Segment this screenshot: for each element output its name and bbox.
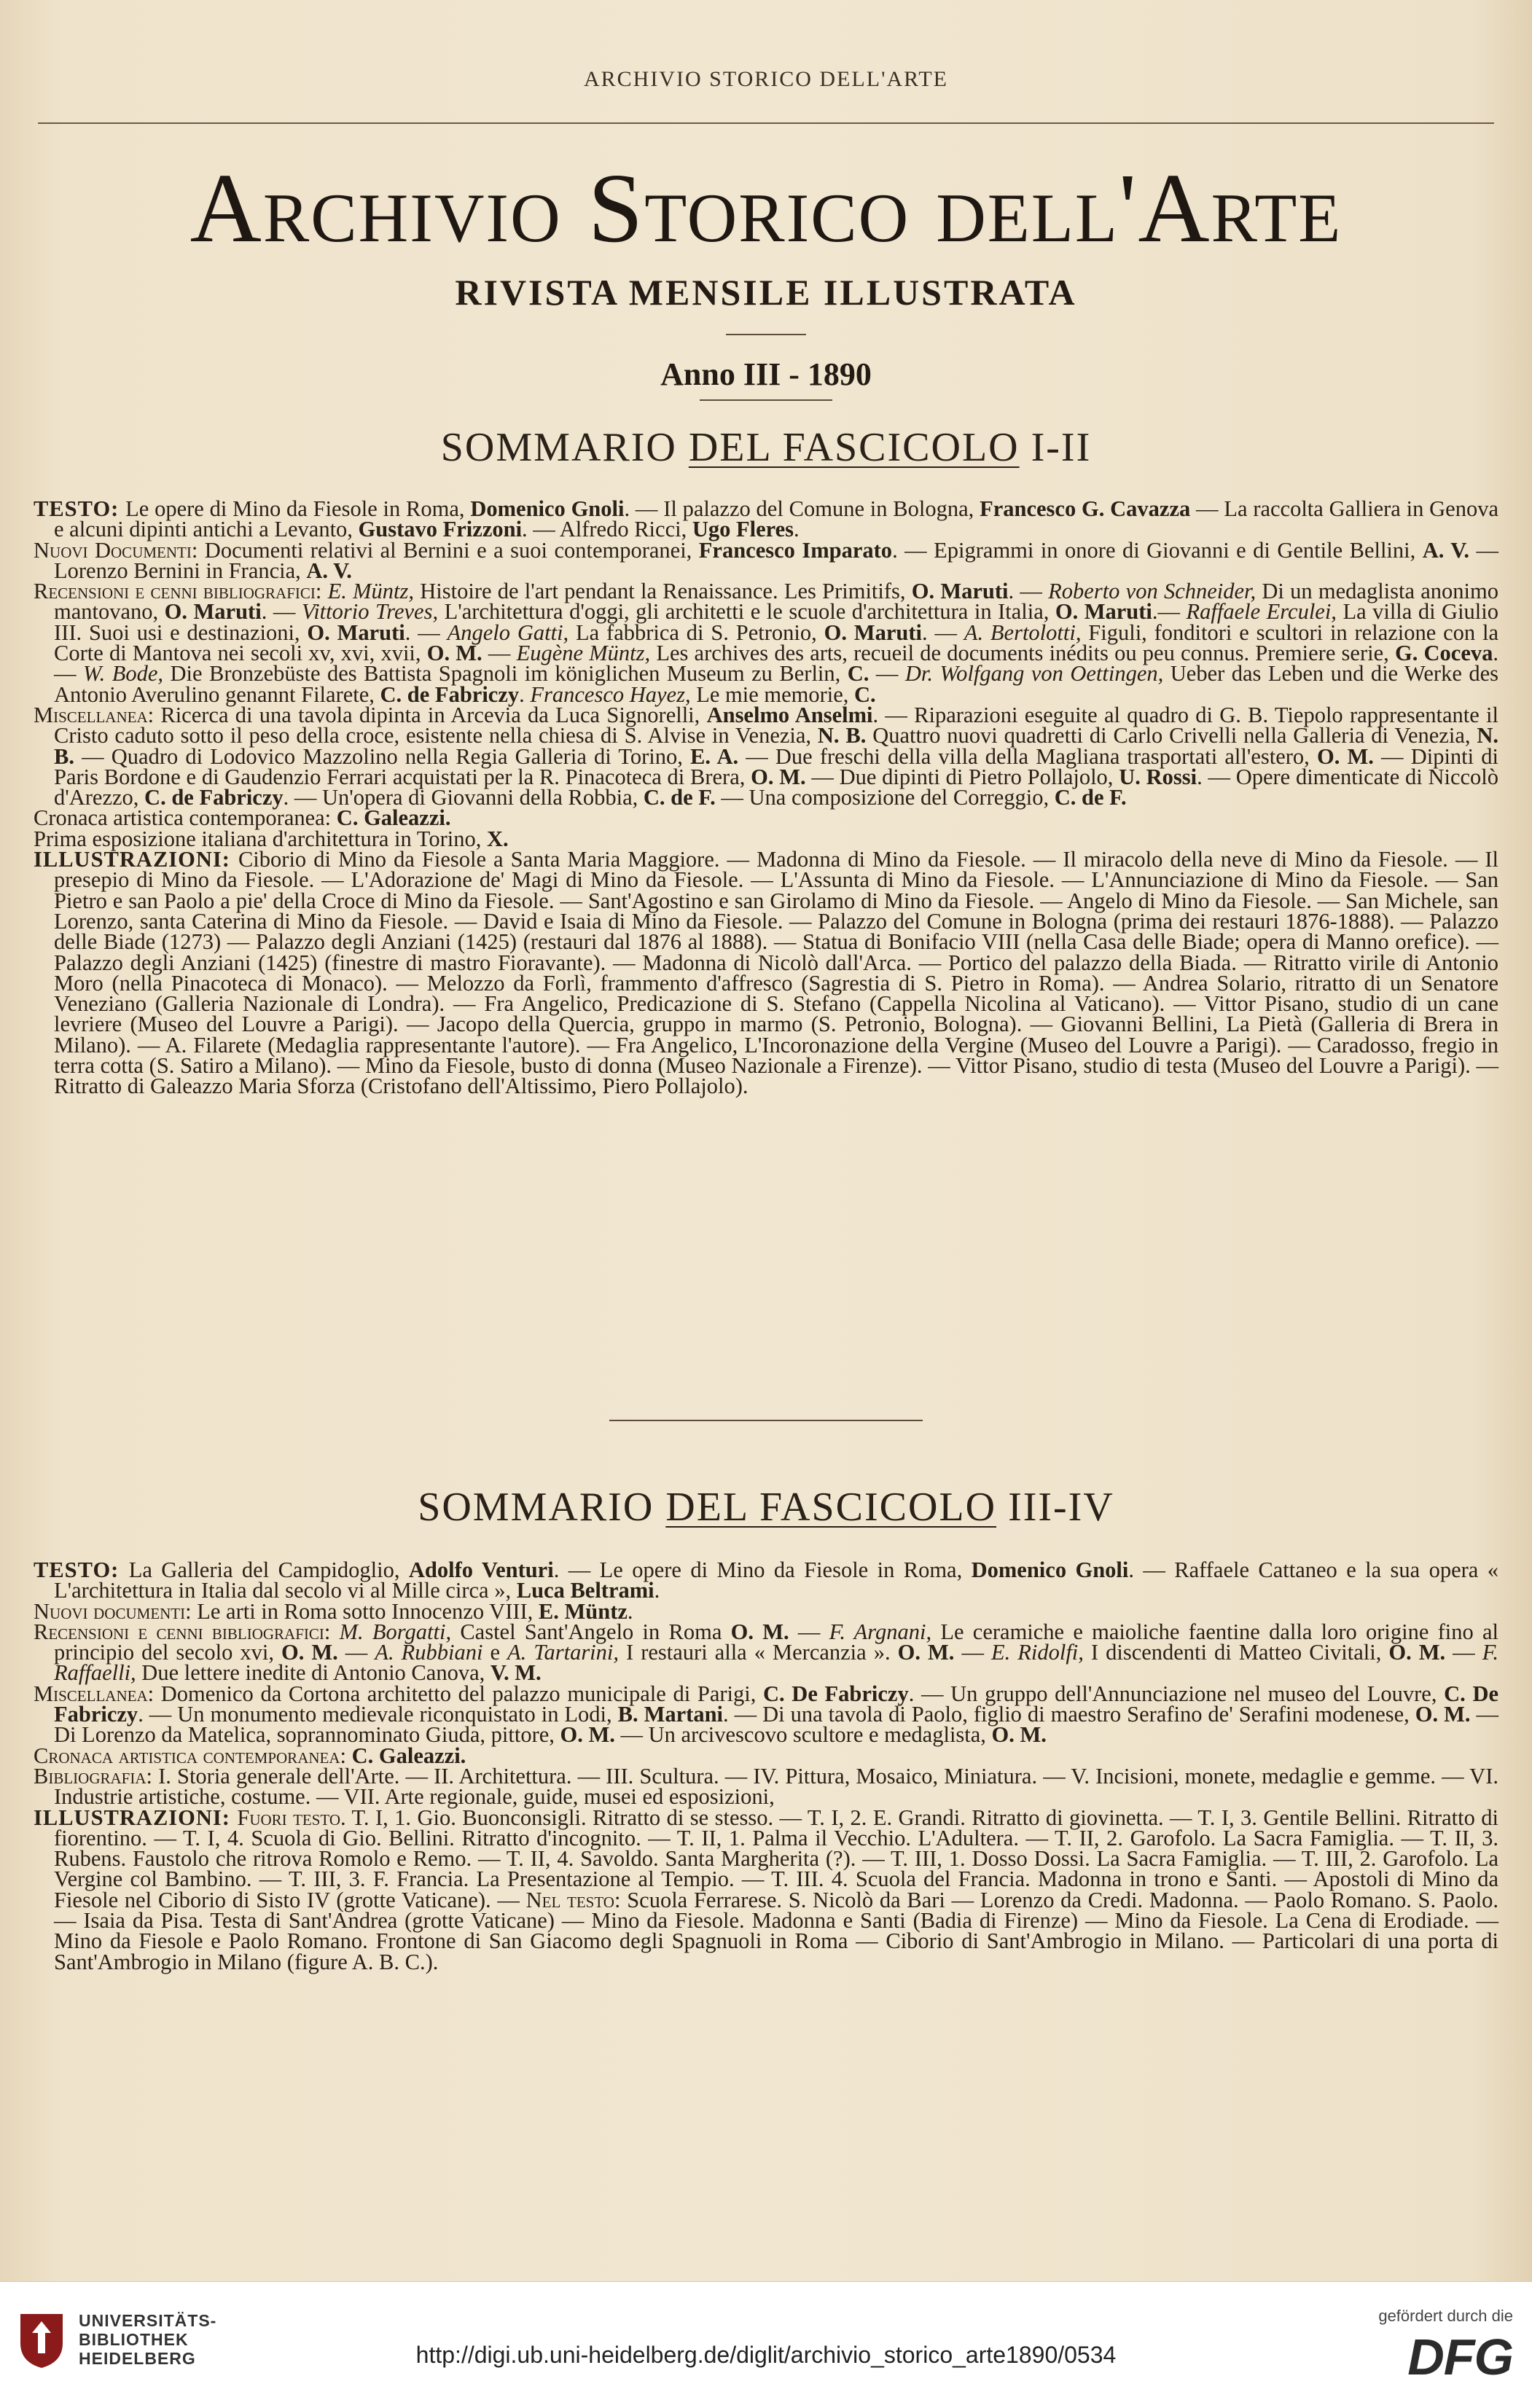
source-url[interactable]: http://digi.ub.uni-heidelberg.de/diglit/archivio_storico_arte1890/0534 xyxy=(415,2342,1117,2368)
author-name: O. Maruti xyxy=(307,619,405,645)
author-name: O. M. xyxy=(1316,743,1374,769)
entry-text: Di un medaglista anonimo mantovano, xyxy=(54,579,1498,625)
entry-text: : Domenico da Cortona architetto del palazzo municipale di Parigi, xyxy=(147,1681,763,1706)
cited-author: E. Müntz, xyxy=(327,579,415,604)
author-name: Francesco Imparato xyxy=(698,537,893,563)
entry-text: . — Opere dimenticate di Niccolò d'Arezzo, xyxy=(54,764,1498,810)
summary-paragraph xyxy=(34,805,1498,831)
entry-text: Prima esposizione italiana d'architettura in Torino, xyxy=(34,826,487,851)
author-name: O. Maruti xyxy=(824,619,922,645)
entry-text: Histoire de l'art pendant la Renaissance. Les Primitifs, xyxy=(414,579,912,604)
year-line: Anno III - 1890 xyxy=(660,356,872,392)
summary-paragraph xyxy=(34,1807,1498,1972)
cited-author: Raffaele Erculei, xyxy=(1186,599,1337,625)
title-prefix: SOMMARIO xyxy=(440,425,689,470)
cited-author: Roberto von Schneider, xyxy=(1048,579,1257,604)
author-name: O. Maruti xyxy=(911,579,1009,604)
author-name: C. de Fabriczy xyxy=(380,681,520,707)
entry-text: : xyxy=(324,1619,340,1644)
cited-author: A. Tartarini, xyxy=(507,1640,620,1665)
entry-text: La Galleria del Campidoglio, xyxy=(128,1557,409,1582)
summary-text-1 xyxy=(34,496,1499,1099)
author-name: Adolfo Venturi xyxy=(408,1557,554,1582)
author-name: Gustavo Frizzoni xyxy=(358,517,523,542)
entry-text: — Un arcivescovo scultore e medaglista, xyxy=(614,1722,992,1748)
entry-text: : xyxy=(315,579,328,604)
entry-text: . — Raffaele Cattaneo e la sua opera « L'architettura in Italia dal secolo vi al Mille circa », xyxy=(54,1557,1498,1603)
entry-text: — xyxy=(789,1619,829,1644)
author-name: U. Rossi xyxy=(1119,764,1197,789)
entry-text: — xyxy=(954,1640,991,1665)
entry-text: Castel Sant'Angelo in Roma xyxy=(451,1619,731,1644)
rubric-label: TESTO: xyxy=(34,1557,129,1582)
title-suffix: III-IV xyxy=(996,1485,1114,1530)
summary-paragraph xyxy=(34,1598,1498,1624)
entry-text: — La raccolta Galliera in Genova e alcuni dipinti antichi a Levanto, xyxy=(54,496,1499,542)
cited-author: Vittorio Treves, xyxy=(301,599,439,625)
entry-text: e xyxy=(482,1640,508,1665)
summary-paragraph xyxy=(34,1619,1499,1686)
title-underlined: DEL FASCICOLO xyxy=(688,425,1020,470)
rubric-label: ILLUSTRAZIONI: xyxy=(34,847,238,872)
dfg-logo: DFG xyxy=(1407,2329,1513,2385)
entry-text: Due lettere inedite di Antonio Canova, xyxy=(136,1660,491,1686)
summary-paragraph xyxy=(34,496,1499,542)
entry-text: . — xyxy=(54,641,1498,687)
cited-author: F. Raffaelli, xyxy=(54,1640,1499,1686)
author-name: O. M. xyxy=(426,641,482,666)
author-name: Domenico Gnoli xyxy=(971,1557,1129,1582)
cited-author: A. Rubbiani xyxy=(375,1640,483,1665)
summary-paragraph xyxy=(34,1763,1498,1810)
author-name: C. De Fabriczy xyxy=(54,1681,1499,1727)
cited-author: Francesco Hayez, xyxy=(530,681,691,707)
summary-paragraph xyxy=(34,849,1498,1097)
entry-text: . — xyxy=(1008,579,1049,604)
rubric-label: Nuovi Documenti xyxy=(34,537,192,563)
entry-text: . xyxy=(654,1578,660,1603)
author-name: G. Coceva xyxy=(1394,641,1493,666)
title-underlined: DEL FASCICOLO xyxy=(665,1485,997,1530)
author-name: X. xyxy=(486,826,509,851)
entry-text: Quattro nuovi quadretti di Carlo Crivelli nella Galleria di Venezia, xyxy=(866,723,1477,748)
entry-text: . — Un'opera di Giovanni della Robbia, xyxy=(283,785,644,810)
author-name: A. V. xyxy=(306,558,352,583)
author-name: A. V. xyxy=(1422,537,1470,563)
section-divider xyxy=(609,1420,923,1421)
divider xyxy=(726,334,806,335)
subtitle: RIVISTA MENSILE ILLUSTRATA xyxy=(455,272,1077,313)
header-rule xyxy=(38,122,1494,124)
sponsor-caption: gefördert durch die xyxy=(1378,2307,1513,2325)
author-name: O. Maruti xyxy=(164,599,262,625)
rubric-label: Cronaca artistica contemporanea xyxy=(34,1743,340,1768)
author-name: N. B. xyxy=(817,723,867,748)
rubric-label: Fuori testo xyxy=(237,1805,341,1830)
title-suffix: I-II xyxy=(1019,425,1092,470)
entry-text: Ueber das Leben und die Werke des Antonio Averulino genannt Filarete, xyxy=(54,661,1499,707)
rubric-label: Nuovi documenti xyxy=(34,1598,186,1624)
entry-text: — Una composizione del Correggio, xyxy=(715,785,1055,810)
author-name: C. xyxy=(847,661,869,687)
entry-text: — Due dipinti di Pietro Pollajolo, xyxy=(805,764,1119,789)
author-name: Ugo Fleres xyxy=(692,517,794,542)
rubric-label: Recensioni e cenni bibliografici xyxy=(34,1619,324,1644)
cited-author: E. Ridolfi, xyxy=(990,1640,1084,1665)
entry-text: Le ceramiche e maioliche faentine dalla loro origine fino al principio del secolo xvi, xyxy=(54,1619,1498,1665)
entry-text: — Due freschi della villa della Magliana trasportati all'estero, xyxy=(738,743,1317,769)
author-name: C. De Fabriczy xyxy=(763,1681,909,1706)
entry-text: . — Riparazioni eseguite al quadro di G. B. Tiepolo rappresentante il Cristo caduto sotto il peso della croce, esistente nella chiesa di S. Alvise in Venezia, xyxy=(54,702,1499,748)
author-name: O. M. xyxy=(751,764,806,789)
summary-paragraph xyxy=(34,826,1498,851)
cited-author: Angelo Gatti, xyxy=(447,619,569,645)
rubric-label: TESTO: xyxy=(34,496,126,521)
entry-text: Figuli, fonditori e scultori in relazione con la Corte di Mantova nei secoli xv, xvi, xvii, xyxy=(54,619,1499,666)
entry-text: — Dipinti di Paris Bordone e di Gaudenzio Ferrari acquistati per la R. Pinacoteca di Brera, xyxy=(54,743,1499,789)
entry-text: . — Un monumento medievale riconquistato in Lodi, xyxy=(138,1702,618,1727)
summary-paragraph xyxy=(34,1743,1498,1768)
cited-author: Dr. Wolfgang von Oettingen, xyxy=(904,661,1164,687)
entry-text: Le mie memorie, xyxy=(690,681,855,707)
author-name: O. Maruti xyxy=(1055,599,1152,625)
entry-text: — xyxy=(869,661,905,687)
entry-text: . — Un gruppo dell'Annunciazione nel museo del Louvre, xyxy=(908,1681,1445,1706)
entry-text: — xyxy=(482,641,517,666)
cited-author: W. Bode, xyxy=(83,661,164,687)
entry-text: . — Le opere di Mino da Fiesole in Roma, xyxy=(553,1557,972,1582)
summary-paragraph xyxy=(34,1681,1499,1748)
summary-paragraph xyxy=(34,581,1498,705)
rubric-label: Recensioni e cenni bibliografici xyxy=(34,579,316,604)
running-head: ARCHIVIO STORICO DELL'ARTE xyxy=(583,67,949,91)
author-name: C. de F. xyxy=(643,785,716,810)
entry-text: : Scuola Ferrarese. S. Nicolò da Bari — Lorenzo da Credi. Madonna. — Paolo Romano. S. Paolo. — Isaia da Pisa. Testa di Sant'Andrea (grotte Vaticane) — Mino da Fiesole. Madonna e Santi (Badia di Firenze) — Mino da Fiesole. La Cena di Erodiade. — Mino da Fiesole e Paolo Romano. Frontone di San Giacomo degli Spagnuoli in Roma — Ciborio di Sant'Ambrogio in Milano. — Particolari di una porta di Sant'Ambrogio in Milano (figure A. B. C.). xyxy=(54,1887,1498,1974)
entry-text: — Quadro di Lodovico Mazzolino nella Regia Galleria di Torino, xyxy=(74,743,690,769)
author-name: C. xyxy=(854,681,876,707)
author-name: O. M. xyxy=(897,1640,955,1665)
entry-text: Le opere di Mino da Fiesole in Roma, xyxy=(125,496,471,521)
digitization-footer xyxy=(0,2281,1532,2408)
cited-author: F. Argnani, xyxy=(829,1619,932,1644)
section-title-2 xyxy=(0,1484,1532,1531)
author-name: Francesco G. Cavazza xyxy=(980,496,1191,521)
entry-text: I discendenti di Matteo Civitali, xyxy=(1083,1640,1389,1665)
entry-text: — xyxy=(1445,1640,1482,1665)
summary-paragraph xyxy=(34,1557,1498,1603)
summary-paragraph xyxy=(34,702,1499,810)
author-name: O. M. xyxy=(560,1722,615,1748)
entry-text: : Le arti in Roma sotto Innocenzo VIII, xyxy=(185,1598,539,1624)
author-name: Anselmo Anselmi xyxy=(706,702,873,727)
entry-text: : Documenti relativi al Bernini e a suoi contemporanei, xyxy=(191,537,699,563)
entry-text: Les archives des arts, recueil de documents inédits ou peu connus. Premiere serie, xyxy=(650,641,1395,666)
author-name: Luca Beltrami xyxy=(516,1578,654,1603)
cited-author: Eugène Müntz, xyxy=(516,641,651,666)
entry-text: . xyxy=(794,517,800,542)
entry-text: : Ricerca di una tavola dipinta in Arcevia da Luca Signorelli, xyxy=(147,702,707,727)
entry-text: . — xyxy=(261,599,302,625)
entry-text: Cronaca artistica contemporanea: xyxy=(34,805,337,831)
author-name: O. M. xyxy=(991,1722,1047,1748)
entry-text: Ciborio di Mino da Fiesole a Santa Maria Maggiore. — Madonna di Mino da Fiesole. — Il miracolo della neve di Mino da Fiesole. — Il presepio di Mino da Fiesole. — L'Adorazione de' Magi di Mino da Fiesole. — L'Assunta di Mino da Fiesole. — L'Annunciazione di Mino da Fiesole. — San Pietro e san Paolo a pie' della Croce di Mino da Fiesole. — Sant'Agostino e san Girolamo di Mino da Fiesole. — Angelo di Mino da Fiesole. — San Michele, san Lorenzo, santa Caterina di Mino da Fiesole. — David e Isaia di Mino da Fiesole. — Palazzo del Comune in Bologna (prima dei restauri 1876-1888). — Palazzo delle Biade (1273) — Palazzo degli Anziani (1425) (restauri dal 1876 al 1888). — Statua di Bonifacio VIII (nella Casa delle Biade; opera di Manno orefice). — Palazzo degli Anziani (1425) (finestre di mastro Fioravante). — Madonna di Nicolò dall'Arca. — Portico del palazzo della Biada. — Ritratto virile di Antonio Moro (nella Pinacoteca di Monaco). — Melozzo da Forlì, frammento d'affresco (Sagrestia di S. Pietro in Roma). — Andrea Solario, ritratto di un Senatore Veneziano (Galleria Nazionale di Londra). — Fra Angelico, Predicazione di S. Stefano (Cappella Nicolina al Vaticano). — Vittor Pisano, studio di un cane levriere (Museo del Louvre a Parigi). — Jacopo della Quercia, gruppo in marmo (S. Petronio, Bologna). — Giovanni Bellini, La Pietà (Galleria di Brera in Milano). — A. Filarete (Medaglia rappresentante l'autore). — Fra Angelico, L'Incoronazione della Vergine (Museo del Louvre a Parigi). — Caradosso, fregio in terra cotta (S. Satiro a Milano). — Mino da Fiesole, busto di donna (Museo Nazionale a Firenze). — Vittor Pisano, studio di testa (Museo del Louvre a Parigi). — Ritratto di Galeazzo Maria Sforza (Cristofano dell'Altissimo, Piero Pollajolo). xyxy=(54,847,1498,1099)
author-name: C. de F. xyxy=(1054,785,1127,810)
entry-text: . — Alfredo Ricci, xyxy=(522,517,692,542)
cited-author: A. Bertolotti, xyxy=(964,619,1082,645)
author-name: C. de Fabriczy xyxy=(144,785,284,810)
cited-author: M. Borgatti, xyxy=(339,1619,452,1644)
entry-text: . — Di una tavola di Paolo, figlio di maestro Serafino de' Serafini modenese, xyxy=(723,1702,1415,1727)
summary-text-2 xyxy=(34,1557,1499,1974)
author-name: Domenico Gnoli xyxy=(470,496,625,521)
rubric-label: Bibliografia xyxy=(34,1763,146,1789)
rubric-label: ILLUSTRAZIONI: xyxy=(34,1805,238,1830)
entry-text: I restauri alla « Mercanzia ». xyxy=(619,1640,898,1665)
title-prefix: SOMMARIO xyxy=(418,1485,666,1530)
author-name: O. M. xyxy=(730,1619,789,1644)
entry-text: . — Epigrammi in onore di Giovanni e di Gentile Bellini, xyxy=(892,537,1423,563)
author-name: C. Galeazzi. xyxy=(336,805,451,831)
entry-text: : xyxy=(340,1743,352,1768)
summary-paragraph xyxy=(34,537,1499,583)
institution-name: UNIVERSITÄTS- BIBLIOTHEK HEIDELBERG xyxy=(79,2311,217,2368)
entry-text: : I. Storia generale dell'Arte. — II. Architettura. — III. Scultura. — IV. Pittura, Mosaico, Miniatura. — V. Incisioni, monete, medaglie e gemme. — VI. Industrie artistiche, costume. — VII. Arte regionale, guide, musei ed esposizioni, xyxy=(54,1763,1498,1810)
author-name: O. M. xyxy=(1388,1640,1446,1665)
rubric-label: Nel testo xyxy=(525,1887,614,1912)
divider xyxy=(700,399,832,401)
entry-text: . — xyxy=(405,619,448,645)
entry-text: . — xyxy=(921,619,964,645)
author-name: V. M. xyxy=(490,1660,542,1686)
entry-text: La villa di Giulio III. Suoi usi e destinazioni, xyxy=(54,599,1498,645)
author-name: E. Müntz xyxy=(538,1598,628,1624)
masthead-title: Archivio Storico dell'Arte xyxy=(189,154,1343,263)
entry-text: .— xyxy=(1152,599,1187,625)
entry-text: L'architettura d'oggi, gli architetti e le scuole d'architettura in Italia, xyxy=(438,599,1055,625)
author-name: E. A. xyxy=(690,743,739,769)
entry-text: — xyxy=(337,1640,375,1665)
entry-text: — Di Lorenzo da Matelica, soprannominato Giuda, pittore, xyxy=(54,1702,1499,1748)
author-name: O. M. xyxy=(281,1640,338,1665)
rubric-label: Miscellanea xyxy=(34,702,148,727)
entry-text: — Lorenzo Bernini in Francia, xyxy=(54,537,1499,583)
entry-text: Die Bronzebüste des Battista Spagnoli im königlichen Museum zu Berlin, xyxy=(163,661,848,687)
author-name: N. B. xyxy=(54,723,1498,769)
entry-text: . T. I, 1. Gio. Buonconsigli. Ritratto di se stesso. — T. I, 2. E. Grandi. Ritratto di giovinetta. — T. I, 3. Gentile Bellini. Ritratto di fiorentino. — T. I, 4. Scuola di Gio. Bellini. Ritratto d'incognito. — T. II, 1. Palma il Vecchio. L'Adultera. — T. II, 2. Garofolo. La Sacra Famiglia. — T. II, 3. Rubens. Faustolo che ritrova Romolo e Remo. — T. II, 4. Savoldo. Santa Margherita (?). — T. III, 1. Dosso Dossi. La Sacra Famiglia. — T. III, 2. Garofolo. La Vergine col Bambino. — T. III, 3. F. Francia. La Presentazione al Tempio. — T. III. 4. Scuola del Francia. Madonna in trono e Santi. — Apostoli di Mino da Fiesole nel Ciborio di Sisto IV (grotte Vaticane). — xyxy=(54,1805,1498,1912)
rubric-label: Miscellanea xyxy=(34,1681,148,1706)
entry-text: . xyxy=(519,681,531,707)
entry-text: La fabbrica di S. Petronio, xyxy=(568,619,824,645)
entry-text: . — Il palazzo del Comune in Bologna, xyxy=(624,496,980,521)
author-name: B. Martani xyxy=(617,1702,724,1727)
author-name: C. Galeazzi. xyxy=(351,1743,466,1768)
author-name: O. M. xyxy=(1415,1702,1471,1727)
entry-text: . xyxy=(627,1598,633,1624)
section-title-1 xyxy=(0,424,1532,471)
